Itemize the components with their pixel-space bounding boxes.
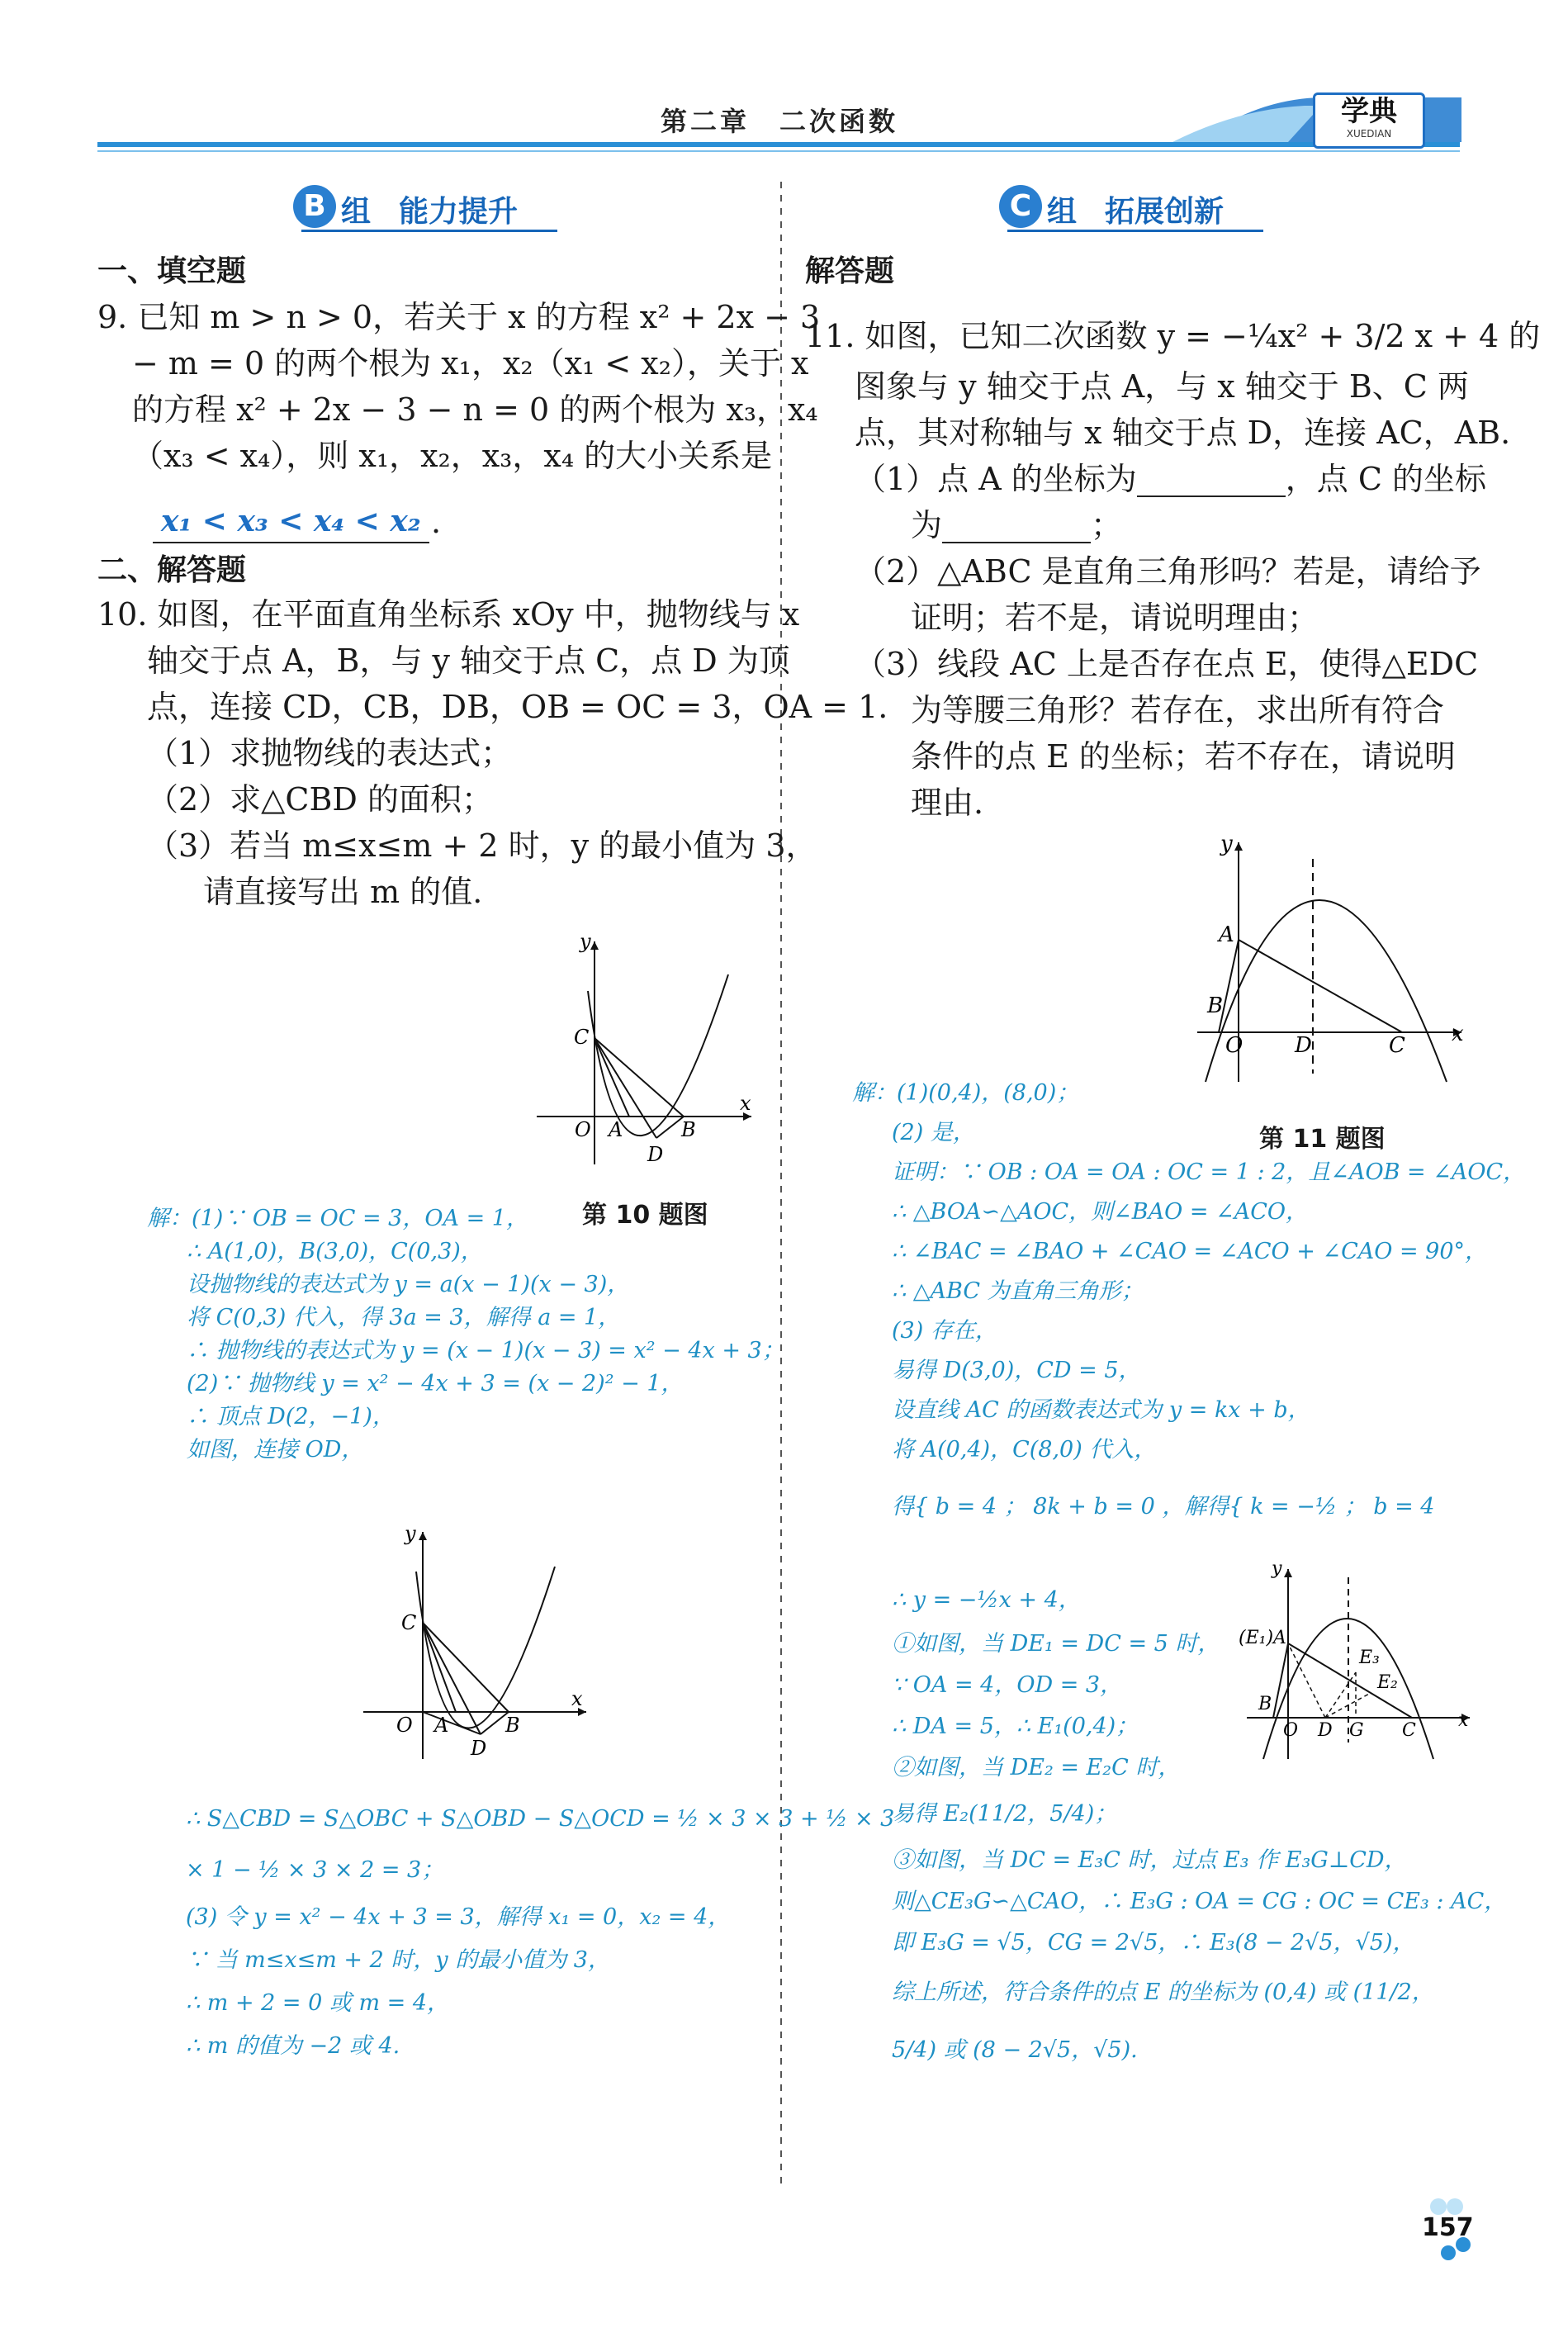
q11-part1-cont: 为 ；	[911, 507, 1123, 543]
sol11-line: 则△CE₃G∽△CAO，∴ E₃G : OA = CG : OC = CE₃ : AC，	[892, 1889, 1507, 1914]
svg-text:D: D	[471, 1737, 487, 1760]
q11-part1: （1）点 A 的坐标为 ，点 C 的坐标	[855, 461, 1487, 497]
sol11-line: 易得 E₂(11/2，5/4)；	[892, 1801, 1117, 1827]
q10-line: 请直接写出 m 的值.	[203, 874, 483, 910]
q9-line: （x₃ < x₄），则 x₁，x₂，x₃，x₄ 的大小关系是	[132, 438, 773, 474]
page-number: 157	[1422, 2213, 1474, 2242]
sol11-line: ∴ △ABC 为直角三角形；	[892, 1278, 1144, 1304]
svg-text:x: x	[1452, 1022, 1464, 1046]
figure-10-caption: 第 10 题图	[582, 1201, 708, 1230]
group-title: 能力提升	[399, 195, 519, 229]
sol11-line: (2) 是，	[892, 1120, 975, 1145]
svg-text:B: B	[505, 1714, 520, 1737]
svg-text:(E₁)A: (E₁)A	[1239, 1628, 1286, 1648]
svg-text:C: C	[401, 1611, 417, 1634]
sol11-system: 得{ b = 4 ； 8k + b = 0 ，解得{ k = −½ ； b = 4	[892, 1494, 1435, 1520]
section-answer: 二、解答题	[97, 553, 247, 587]
figure-11-solution	[1239, 1553, 1478, 1767]
sol11-line: 即 E₃G = √5，CG = 2√5，∴ E₃(8 − 2√5，√5)，	[892, 1930, 1415, 1956]
question-11	[805, 309, 1540, 826]
svg-text:O: O	[1225, 1033, 1244, 1058]
q10-line: （2）求△CBD 的面积；	[147, 781, 493, 818]
svg-text:y: y	[1220, 832, 1233, 856]
sol10-line: ∵ 当 m≤x≤m + 2 时，y 的最小值为 3，	[186, 1947, 610, 1973]
svg-text:C: C	[574, 1026, 590, 1049]
q10-line: （1）求抛物线的表达式；	[147, 735, 513, 771]
svg-text:C: C	[1389, 1033, 1405, 1058]
sol11-line: 综上所述，符合条件的点 E 的坐标为 (0,4) 或 (11/2，	[892, 1980, 1434, 2005]
figure-10	[528, 925, 760, 1173]
q11-line: 为等腰三角形？若存在，求出所有符合	[911, 692, 1445, 728]
q11-line: （3）线段 AC 上是否存在点 E，使得△EDC	[855, 646, 1479, 682]
q11-line: 条件的点 E 的坐标；若不存在，请说明	[911, 738, 1456, 775]
q11-line: 图象与 y 轴交于点 A，与 x 轴交于 B、C 两	[855, 368, 1469, 405]
heading-underline	[1007, 230, 1263, 232]
svg-text:y: y	[580, 930, 591, 953]
svg-text:A: A	[1219, 922, 1234, 947]
q10-line: 点，连接 CD，CB，DB，OB = OC = 3，OA = 1.	[147, 689, 888, 725]
question-9	[97, 294, 820, 479]
sol11-line: ③如图，当 DC = E₃C 时，过点 E₃ 作 E₃G⊥CD，	[892, 1847, 1407, 1873]
svg-text:O: O	[575, 1118, 591, 1141]
sol11-line: 将 A(0,4)，C(8,0) 代入，	[892, 1437, 1157, 1463]
solution-10-a	[147, 1202, 784, 1467]
group-title: 拓展创新	[1105, 195, 1225, 229]
svg-text:O: O	[1283, 1720, 1299, 1741]
sol10-line: ∴ m 的值为 −2 或 4.	[186, 2033, 400, 2059]
q11-line: 点，其对称轴与 x 轴交于点 D，连接 AC，AB.	[855, 415, 1511, 451]
q11-line: 证明；若不是，请说明理由；	[911, 600, 1319, 636]
sol11-line: ∴ y = −½x + 4，	[892, 1587, 1081, 1613]
figure-11	[1189, 826, 1470, 1090]
sol11-line: 解：(1)(0,4)，(8,0)；	[852, 1080, 1079, 1106]
sol10-line: 设抛物线的表达式为 y = a(x − 1)(x − 3)，	[187, 1272, 630, 1297]
answer-blank-a[interactable]	[1137, 467, 1286, 497]
sol10-line: 如图，连接 OD，	[187, 1437, 364, 1463]
q9-line: − m = 0 的两个根为 x₁，x₂（x₁ < x₂），关于 x	[132, 345, 809, 382]
group-badge: B	[293, 185, 336, 228]
brand-logo: 学典 XUEDIAN	[1313, 92, 1425, 149]
q11-line: 11. 如图，已知二次函数 y = −¼x² + 3/2 x + 4 的	[805, 318, 1541, 354]
sol10-line: (2)∵ 抛物线 y = x² − 4x + 3 = (x − 2)² − 1，	[187, 1371, 684, 1396]
q9-answer: x₁ < x₃ < x₄ < x₂	[161, 504, 421, 538]
header	[0, 0, 1568, 165]
svg-text:D: D	[1295, 1033, 1312, 1058]
svg-text:E₃: E₃	[1359, 1648, 1380, 1668]
q10-line: 轴交于点 A，B，与 y 轴交于点 C，点 D 为顶	[147, 642, 790, 679]
svg-text:x: x	[571, 1687, 583, 1710]
figure-11-caption: 第 11 题图	[1259, 1125, 1386, 1154]
sol10-line: ∴ m + 2 = 0 或 m = 4，	[186, 1990, 450, 2016]
q10-line: 10. 如图，在平面直角坐标系 xOy 中，抛物线与 x	[97, 596, 800, 633]
q11-line: （2）△ABC 是直角三角形吗？若是，请给予	[855, 553, 1481, 590]
sol10-line: ∴ 顶点 D(2，−1)，	[187, 1404, 395, 1430]
q9-line: 9. 已知 m > n > 0，若关于 x 的方程 x² + 2x − 3	[97, 299, 821, 335]
section-answer-right: 解答题	[805, 254, 895, 288]
q10-line: （3）若当 m≤x≤m + 2 时，y 的最小值为 3，	[147, 827, 817, 864]
sol11-line: 5/4) 或 (8 − 2√5，√5).	[892, 2037, 1138, 2063]
sol11-line: 设直线 AC 的函数表达式为 y = kx + b，	[892, 1397, 1310, 1423]
q9-line: 的方程 x² + 2x − 3 − n = 0 的两个根为 x₃，x₄	[132, 391, 818, 428]
group-c-heading	[999, 182, 1263, 233]
group-zu: 组	[341, 195, 372, 229]
svg-text:y: y	[1272, 1558, 1282, 1579]
svg-text:E₂: E₂	[1377, 1672, 1398, 1693]
group-badge: C	[999, 185, 1042, 228]
group-zu: 组	[1047, 195, 1078, 229]
svg-text:C: C	[1402, 1720, 1416, 1741]
solution-11-a	[852, 1074, 1525, 1544]
svg-text:B: B	[1207, 993, 1224, 1018]
solution-10-b	[186, 1794, 894, 2068]
sol10-line: ∴ S△CBD = S△OBC + S△OBD − S△OCD = ½ × 3 × 3 + ½ × 3	[186, 1806, 895, 1832]
svg-text:G: G	[1349, 1720, 1364, 1741]
svg-text:B: B	[681, 1118, 696, 1141]
question-10	[97, 591, 888, 915]
sol10-line: ∴ A(1,0)，B(3,0)，C(0,3)，	[187, 1239, 483, 1264]
sol11-line: 易得 D(3,0)，CD = 5，	[892, 1358, 1141, 1383]
svg-text:x: x	[1458, 1710, 1469, 1731]
heading-underline	[301, 230, 557, 232]
sol11-line: (3) 存在，	[892, 1318, 997, 1344]
figure-10-solution	[355, 1515, 595, 1763]
sol11-line: ∵ OA = 4，OD = 3，	[892, 1672, 1123, 1698]
svg-text:D: D	[1318, 1720, 1333, 1741]
group-b-heading	[293, 182, 557, 233]
sol11-line: ①如图，当 DE₁ = DC = 5 时，	[892, 1631, 1220, 1657]
svg-text:B: B	[1258, 1694, 1272, 1714]
section-fill-blank: 一、填空题	[97, 254, 247, 288]
sol11-line: ②如图，当 DE₂ = E₂C 时，	[892, 1755, 1181, 1780]
chapter-title: 第二章 二次函数	[661, 106, 899, 137]
svg-text:O: O	[396, 1714, 413, 1737]
sol10-line: (3) 令 y = x² − 4x + 3 = 3，解得 x₁ = 0，x₂ = 4，	[186, 1904, 731, 1930]
svg-text:A: A	[434, 1714, 449, 1737]
svg-text:A: A	[609, 1118, 623, 1141]
sol10-line: 解：(1)∵ OB = OC = 3，OA = 1，	[147, 1206, 528, 1231]
sol11-line: ∴ ∠BAC = ∠BAO + ∠CAO = ∠ACO + ∠CAO = 90°，	[892, 1239, 1488, 1264]
sol10-line: ∴ 抛物线的表达式为 y = (x − 1)(x − 3) = x² − 4x + 3；	[187, 1338, 784, 1363]
sol10-line: × 1 − ½ × 3 × 2 = 3；	[186, 1857, 444, 1883]
q9-answer-blank	[153, 500, 429, 543]
svg-text:D: D	[647, 1143, 664, 1166]
svg-text:x: x	[740, 1092, 751, 1115]
answer-blank-c[interactable]	[942, 514, 1091, 543]
svg-text:y: y	[405, 1522, 416, 1545]
sol11-line: 证明：∵ OB : OA = OA : OC = 1 : 2，且∠AOB = ∠AOC，	[892, 1159, 1526, 1185]
sol10-line: 将 C(0,3) 代入，得 3a = 3，解得 a = 1，	[187, 1305, 621, 1330]
sol11-line: ∴ △BOA∽△AOC，则∠BAO = ∠ACO，	[892, 1199, 1308, 1225]
q11-line: 理由.	[911, 785, 984, 821]
q9-period: .	[431, 504, 442, 540]
sol11-line: ∴ DA = 5，∴ E₁(0,4)；	[892, 1714, 1139, 1739]
